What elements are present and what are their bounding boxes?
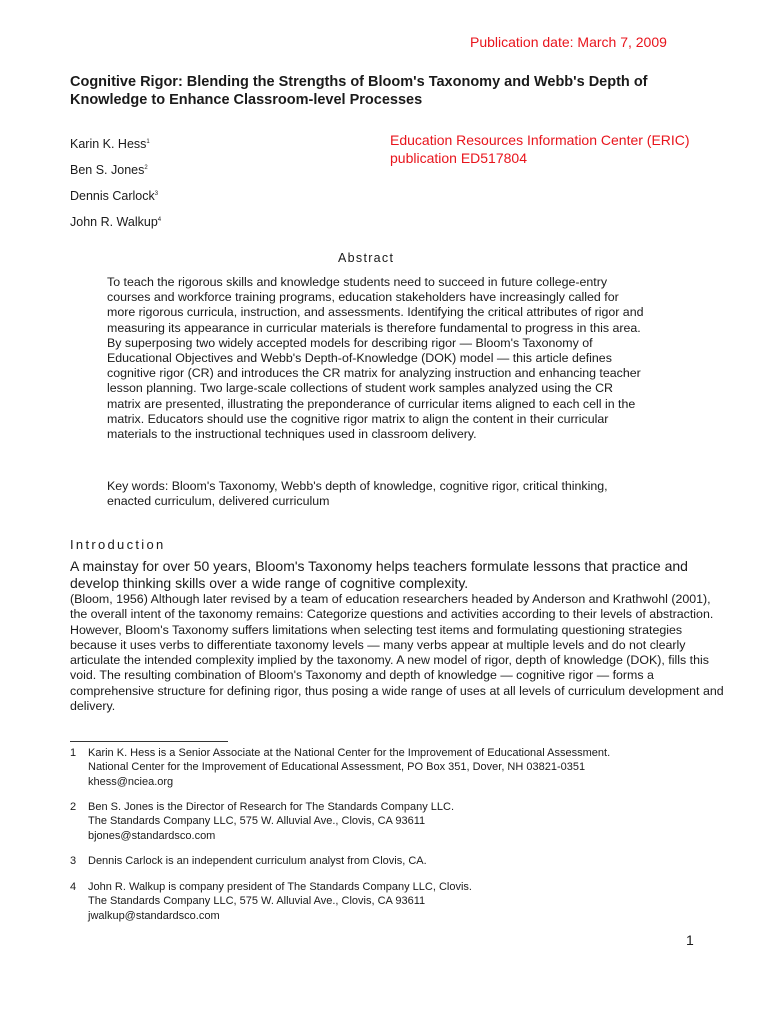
page-number: 1: [686, 932, 694, 948]
footnote-4: 4 John R. Walkup is company president of The Standards Company LLC, Clovis. The Standards Company LLC, 575 W. Alluvial Ave., Clovis, CA 93611 jwalkup@standardsco.com: [70, 881, 472, 922]
introduction-rest: (Bloom, 1956) Although later revised by a team of education researchers headed by Anderson and Krathwohl (2001), the overall intent of the taxonomy remains: Categorize questions and activities according to their levels of abstraction. However, Bloom's Taxonomy suffers limitations when selecting test items and formulating questioning strategies because it uses verbs to differentiate taxonomy levels — many verbs appear at multiple levels and do not clearly articulate the intended complexity implied by the taxonomy. A new model of rigor, depth of knowledge (DOK), fills this void. The resulting combination of Bloom's Taxonomy and depth of knowledge — cognitive rigor — forms a comprehensive structure for defining rigor, thus posing a wide range of uses at all levels of curriculum development and delivery.: [70, 592, 724, 714]
paper-title: Cognitive Rigor: Blending the Strengths of Bloom's Taxonomy and Webb's Depth of Knowledge to Enhance Classroom-level Processes: [70, 74, 648, 108]
introduction-text: [70, 558, 730, 714]
author-3: Dennis Carlock$^3$: [70, 189, 159, 203]
introduction-heading: Introduction: [70, 537, 166, 552]
introduction-lead: A mainstay for over 50 years, Bloom's Taxonomy helps teachers formulate lessons that practice and develop thinking skills over a wide range of cognitive complexity.: [70, 558, 688, 591]
abstract-heading: Abstract: [338, 251, 395, 265]
abstract-text: To teach the rigorous skills and knowledge students need to succeed in future college-entry courses and workforce training programs, education stakeholders have increasingly called for more rigorous curricula, instruction, and assessments. Identifying the critical attributes of rigor and measuring its appearance in curricular materials is therefore fundamental to progress in this area. By superposing two widely accepted models for describing rigor — Bloom's Taxonomy of Educational Objectives and Webb's Depth-of-Knowledge (DOK) model — this article defines cognitive rigor (CR) and introduces the CR matrix for analyzing instruction and enhancing teacher lesson planning. Two large-scale collections of student work samples analyzed using the CR matrix are presented, illustrating the preponderance of curricular items aligned to each cell in the matrix. Educators should use the cognitive rigor matrix to align the content in their curricular materials to the instructional techniques used in classroom delivery.: [107, 275, 644, 442]
publication-date-note: Publication date: March 7, 2009: [470, 34, 667, 50]
footnote-3: 3 Dennis Carlock is an independent curriculum analyst from Clovis, CA.: [70, 855, 427, 867]
footnote-divider: [70, 741, 228, 742]
author-2: Ben S. Jones$^2$: [70, 163, 148, 177]
footnote-2: 2 Ben S. Jones is the Director of Research for The Standards Company LLC. The Standards Company LLC, 575 W. Alluvial Ave., Clovis, CA 93611 bjones@standardsco.com: [70, 801, 455, 842]
author-1: Karin K. Hess$^1$: [70, 137, 150, 151]
keywords: Key words: Bloom's Taxonomy, Webb's depth of knowledge, cognitive rigor, critical thinking, enacted curriculum, delivered curriculum: [107, 479, 608, 509]
footnote-1: 1 Karin K. Hess is a Senior Associate at the National Center for the Improvement of Educational Assessment. National Center for the Improvement of Educational Assessment, PO Box 351, Dover, NH 03821-0351 khess@nciea.org: [70, 747, 611, 788]
footnote-1-email: khess@nciea.org: [88, 775, 174, 788]
footnote-4-email: jwalkup@standardsco.com: [88, 909, 220, 922]
author-4: John R. Walkup$^4$: [70, 215, 162, 229]
footnote-2-email: bjones@standardsco.com: [88, 829, 216, 842]
eric-publication-note: Education Resources Information Center (ERIC) publication ED517804: [390, 132, 690, 166]
